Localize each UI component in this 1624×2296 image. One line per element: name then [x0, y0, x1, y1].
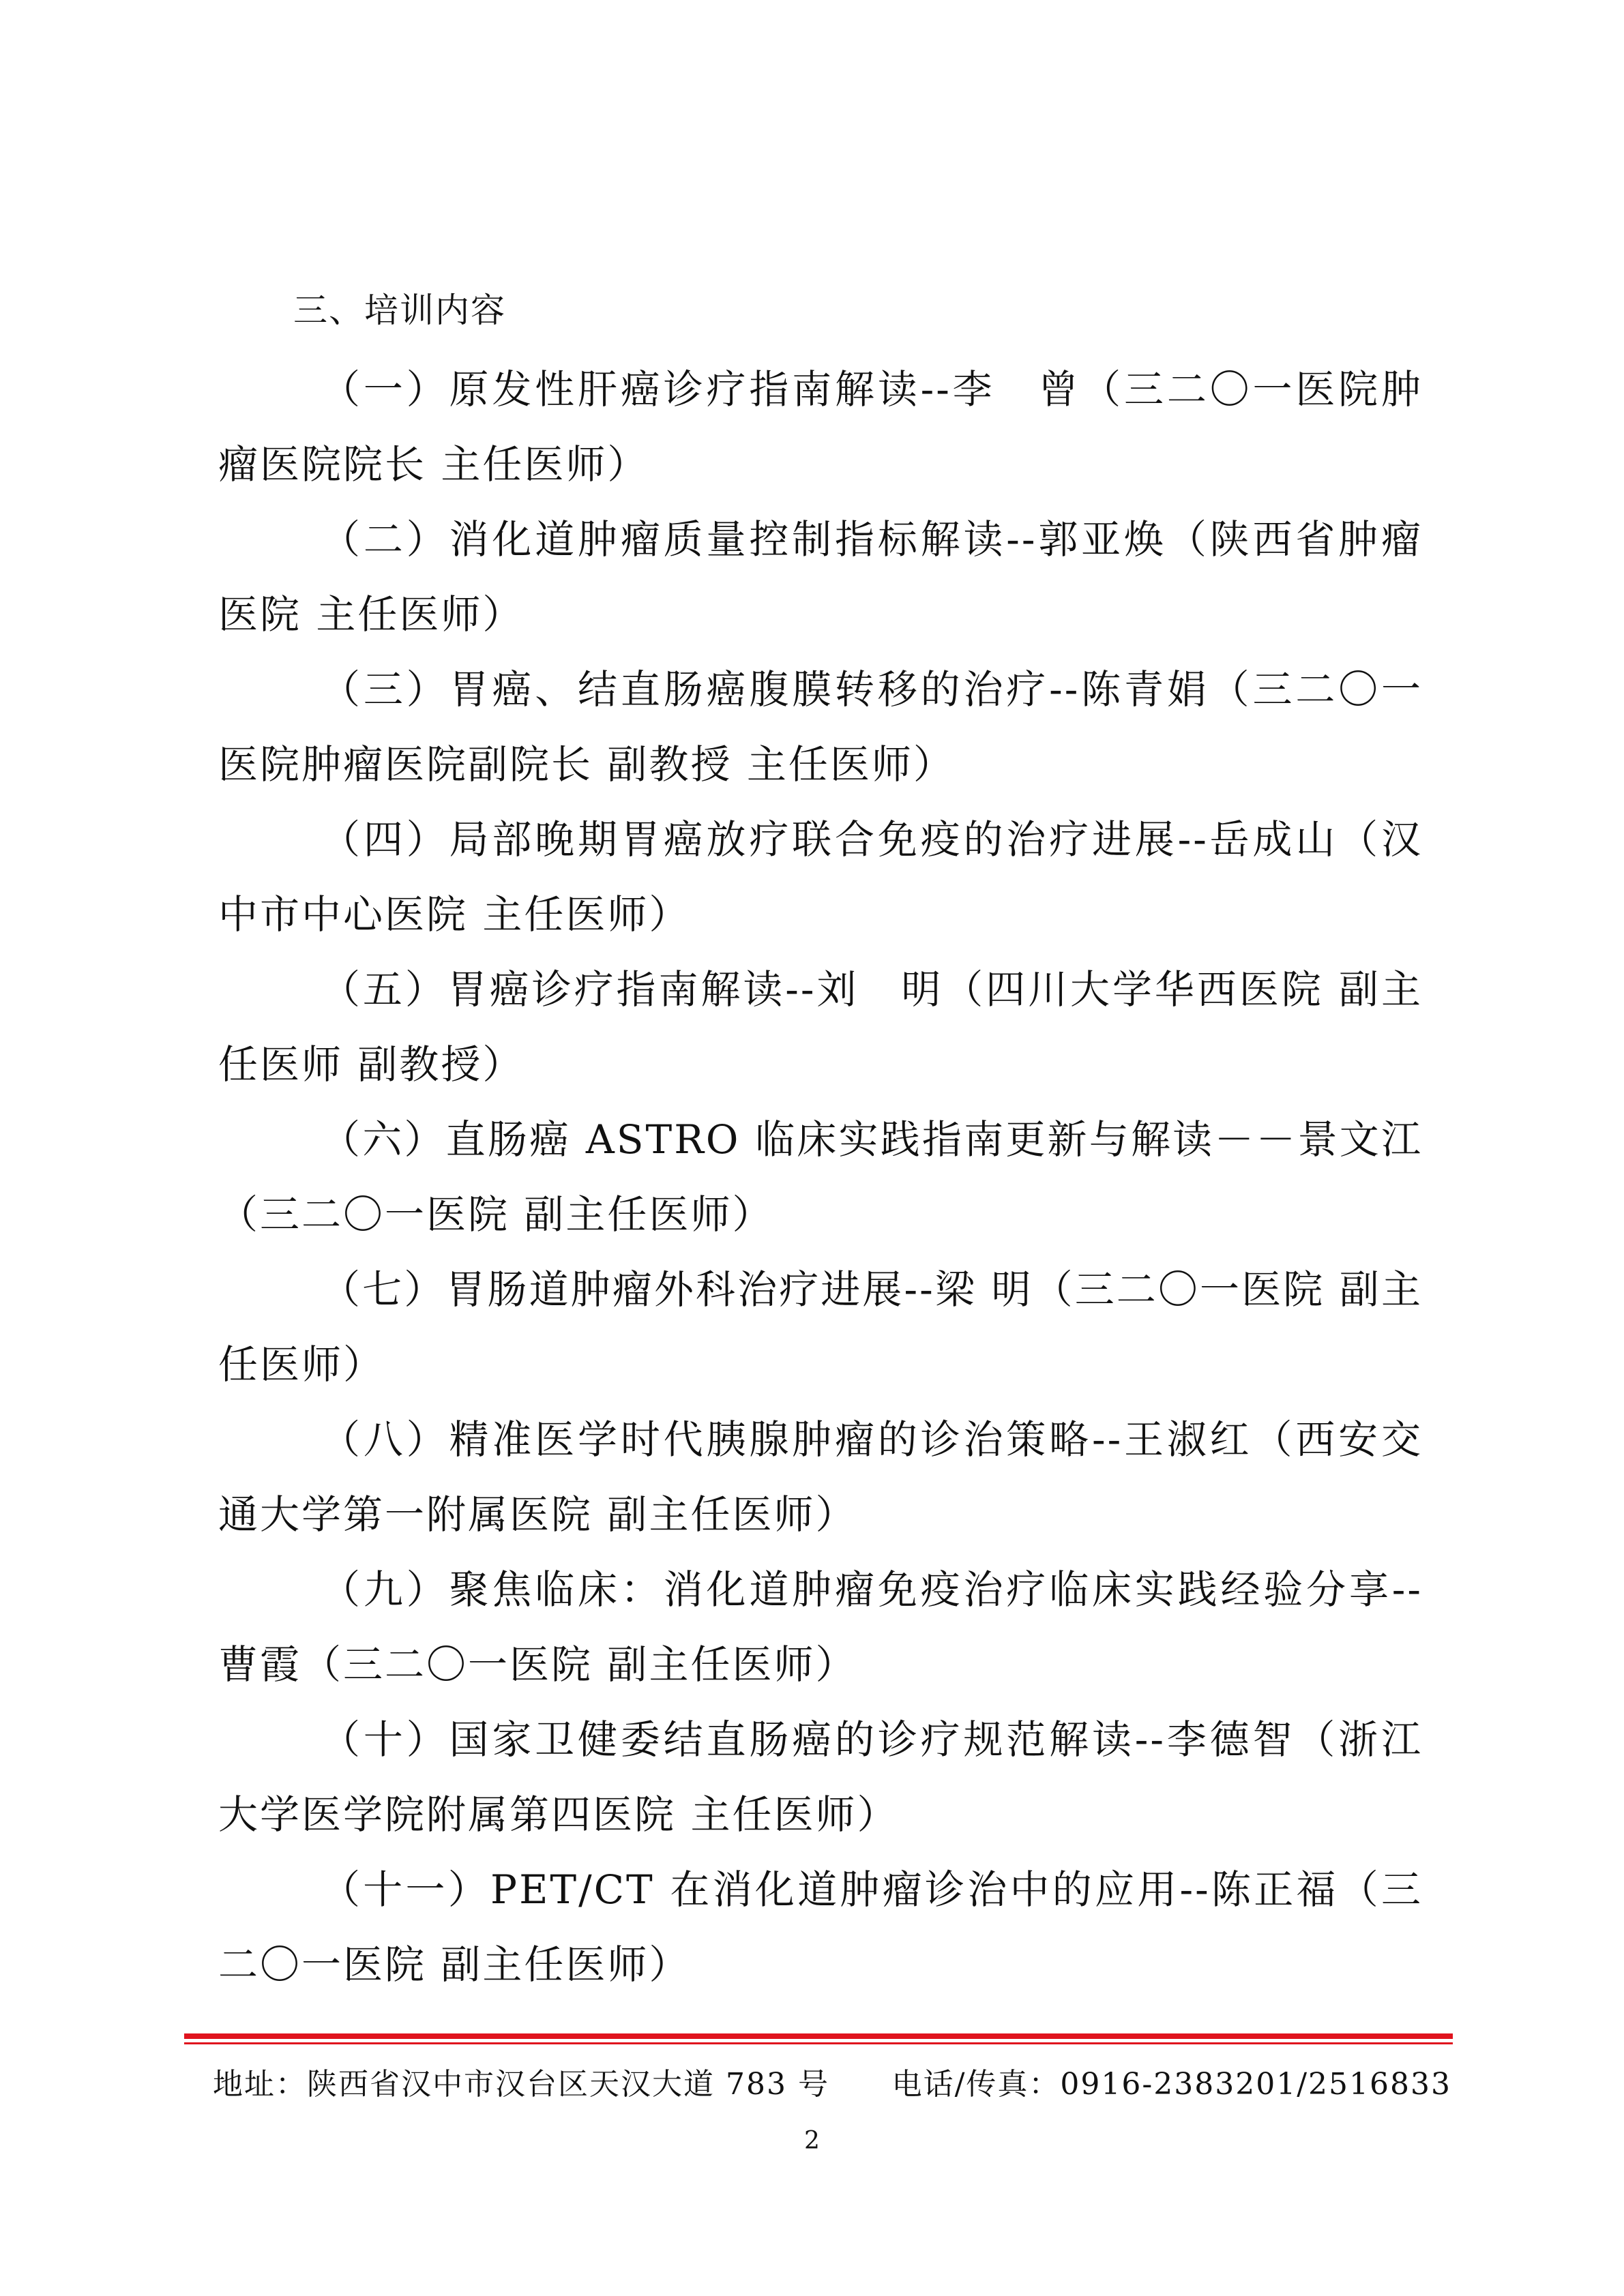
list-item: （七）胃肠道肿瘤外科治疗进展--梁 明（三二〇一医院 副主任医师） — [218, 1266, 1423, 1388]
list-item: （二）消化道肿瘤质量控制指标解读--郭亚焕（陕西省肿瘤医院 主任医师） — [218, 516, 1423, 638]
footer — [213, 2061, 1451, 2108]
footer-divider-thin — [184, 2042, 1453, 2044]
list-item: （十一）PET/CT 在消化道肿瘤诊治中的应用--陈正福（三二〇一医院 副主任医师） — [218, 1866, 1423, 1988]
list-item: （九）聚焦临床：消化道肿瘤免疫治疗临床实践经验分享--曹霞（三二〇一医院 副主任医师） — [218, 1566, 1423, 1688]
footer-divider-thick — [184, 2033, 1453, 2039]
list-item: （四）局部晚期胃癌放疗联合免疫的治疗进展--岳成山（汉中市中心医院 主任医师） — [218, 816, 1423, 938]
list-item: （十）国家卫健委结直肠癌的诊疗规范解读--李德智（浙江大学医学院附属第四医院 主任医师） — [218, 1716, 1423, 1838]
list-item: （八）精准医学时代胰腺肿瘤的诊治策略--王淑红（西安交通大学第一附属医院 副主任医师） — [218, 1416, 1423, 1538]
footer-phone-fax: 电话/传真：0916-2383201/2516833 — [891, 2067, 1451, 2102]
page-number: 2 — [804, 2127, 820, 2155]
footer-address: 地址：陕西省汉中市汉台区天汉大道 783 号 — [213, 2067, 829, 2102]
list-item: （三）胃癌、结直肠癌腹膜转移的治疗--陈青娟（三二〇一医院肿瘤医院副院长 副教授 主任医师） — [218, 666, 1423, 788]
section-heading: 三、培训内容 — [293, 290, 506, 330]
training-content-list — [218, 352, 1423, 2002]
list-item: （五）胃癌诊疗指南解读--刘 明（四川大学华西医院 副主任医师 副教授） — [218, 966, 1423, 1088]
list-item: （一）原发性肝癌诊疗指南解读--李 曾（三二〇一医院肿瘤医院院长 主任医师） — [218, 366, 1423, 488]
list-item: （六）直肠癌 ASTRO 临床实践指南更新与解读－－景文江（三二〇一医院 副主任医师） — [218, 1116, 1423, 1238]
